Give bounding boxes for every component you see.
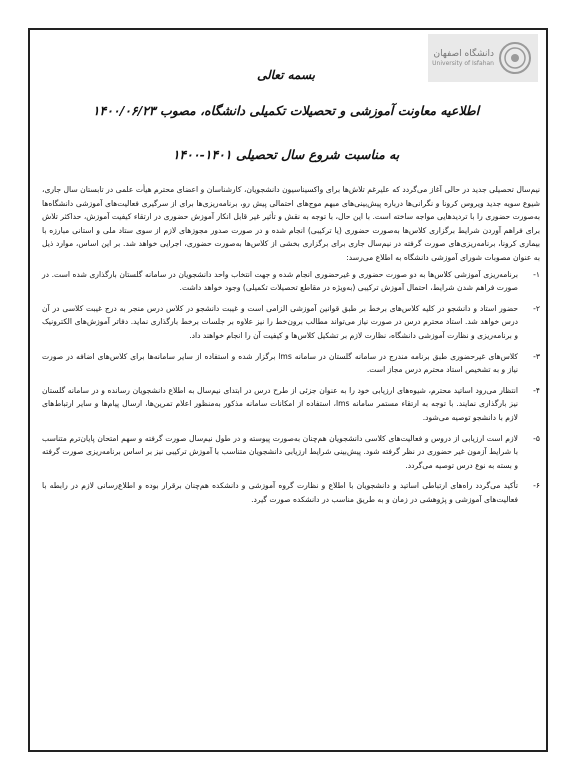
item-text: کلاس‌های غیرحضوری طبق برنامه مندرج در سامانه گلستان در سامانه lms برگزار شده و استفاده از سایر سامانه‌ها برای کلاس‌های اضافه در صورت نیاز و به تشخیص استاد محترم درس مجاز است. <box>42 351 518 375</box>
item-number: ۶- <box>533 481 540 491</box>
item-number: ۴- <box>533 385 540 395</box>
bismillah: بسمه تعالی <box>256 68 316 82</box>
page-subtitle: به مناسبت شروع سال تحصیلی ۱۴۰۱-۱۴۰۰ <box>172 147 400 162</box>
item-text: انتظار می‌رود اساتید محترم، شیوه‌های ارزیابی خود را به عنوان جزئی از طرح درس در ابتدای نیم‌سال به اطلاع دانشجویان رسانده و در سامانه گلستان نیز بارگذاری نمایند. با توجه به ارتقاء مستمر سامانه lms، استفاده از امکانات سامانه مذکور به‌منظور اعلام تمرین‌ها، ارسال پیام‌ها و سایر ارتباط‌های لازم با دانشجو توصیه می‌شود. <box>42 385 519 422</box>
list-item <box>42 268 540 295</box>
list-item <box>42 302 540 343</box>
list-item <box>42 350 540 377</box>
document-body <box>42 183 540 513</box>
intro-paragraph: نیم‌سال تحصیلی جدید در حالی آغاز می‌گردد که علیرغم تلاش‌ها برای واکسیناسیون دانشجویان، کارشناسان و اعضای محترم هیأت علمی در تابستان سال جاری، شیوع سویه جدید ویروس کرونا و نگرانی‌ها درباره پیش‌بینی‌های مبهم موج‌های احتمالی پیش رو، برنامه‌ریزی‌ها برای از سرگیری فعالیت‌های آموزشی دانشگاه‌ها به‌صورت حضوری را با تردیدهایی مواجه ساخته است. با این حال، با توجه به نقش و تأثیر غیر قابل انکار آموزش حضوری در ارتقاء کیفیت آموزش، حداکثر تلاش برای فراهم آوردن شرایط برگزاری کلاس‌ها به‌صورت حضوری (یا ترکیبی) انجام شده و در صورت صدور مجوزهای لازم از سوی ستاد ملی و استانی مبارزه با بیماری کرونا، برنامه‌ریزی‌های صورت گرفته در نیم‌سال جاری برای برگزاری بخشی از کلاس‌ها به‌صورت حضوری، اجرایی خواهد شد. بر این اساس، موارد ذیل به عنوان مصوبات شورای آموزشی دانشگاه به اطلاع می‌رسد: <box>42 185 540 262</box>
item-number: ۱- <box>533 269 540 279</box>
item-text: لازم است ارزیابی از دروس و فعالیت‌های کلاسی دانشجویان هم‌چنان به‌صورت پیوسته و در طول نیم‌سال صورت گرفته و سهم امتحان پایان‌ترم متناسب با شرایط آزمون غیر حضوری در نظر گرفته شود. پیش‌بینی شرایط ارزیابی دانشجویان متناسب با آموزش ترکیبی نیز بر اساس برنامه‌ریزی صورت گرفته و بسته به نوع درس توصیه می‌گردد. <box>42 433 518 470</box>
list-item <box>42 384 540 425</box>
page-title: اطلاعیه معاونت آموزشی و تحصیلات تکمیلی دانشگاه، مصوب ۱۴۰۰/۰۶/۲۳ <box>92 103 480 118</box>
logo-subtitle: University of Isfahan <box>432 60 494 67</box>
item-number: ۳- <box>533 351 540 361</box>
item-text: حضور استاد و دانشجو در کلیه کلاس‌های برخط بر طبق قوانین آموزشی الزامی است و غیبت دانشجو در کلاس درس منجر به درج غیبت کلاسی در آن درس خواهد شد. استاد محترم درس در صورت نیاز می‌تواند مطالب برون‌خط را نیز علاوه بر جلسات برخط بارگذاری نماید. دفاتر آموزش‌های الکترونیک و برنامه‌ریزی و نظارت آموزشی دانشگاه، نظارت لازم بر تشکیل کلاس‌ها و کیفیت آن را انجام خواهند داد. <box>42 303 518 340</box>
item-number: ۵- <box>533 433 540 443</box>
item-number: ۲- <box>533 303 540 313</box>
item-text: تأکید می‌گردد راه‌های ارتباطی اساتید و دانشجویان با اطلاع و نظارت گروه آموزشی و دانشکده هم‌چنان برقرار بوده و اطلاع‌رسانی لازم در رابطه با فعالیت‌های آموزشی و پژوهشی در زمان و به طریق مناسب در دانشکده صورت گیرد. <box>42 481 518 504</box>
announcement-list <box>42 268 540 507</box>
list-item <box>42 432 540 473</box>
logo-name: دانشگاه اصفهان <box>433 49 494 59</box>
item-text: برنامه‌ریزی آموزشی کلاس‌ها به دو صورت حضوری و غیرحضوری انجام شده و جهت انتخاب واحد دانشجویان در سامانه گلستان بارگذاری شده است. در صورت فراهم شدن شرایط، احتمال آموزش ترکیبی (به‌ویژه در مقاطع تحصیلات تکمیلی) وجود خواهد داشت. <box>42 269 518 293</box>
list-item <box>42 479 540 506</box>
